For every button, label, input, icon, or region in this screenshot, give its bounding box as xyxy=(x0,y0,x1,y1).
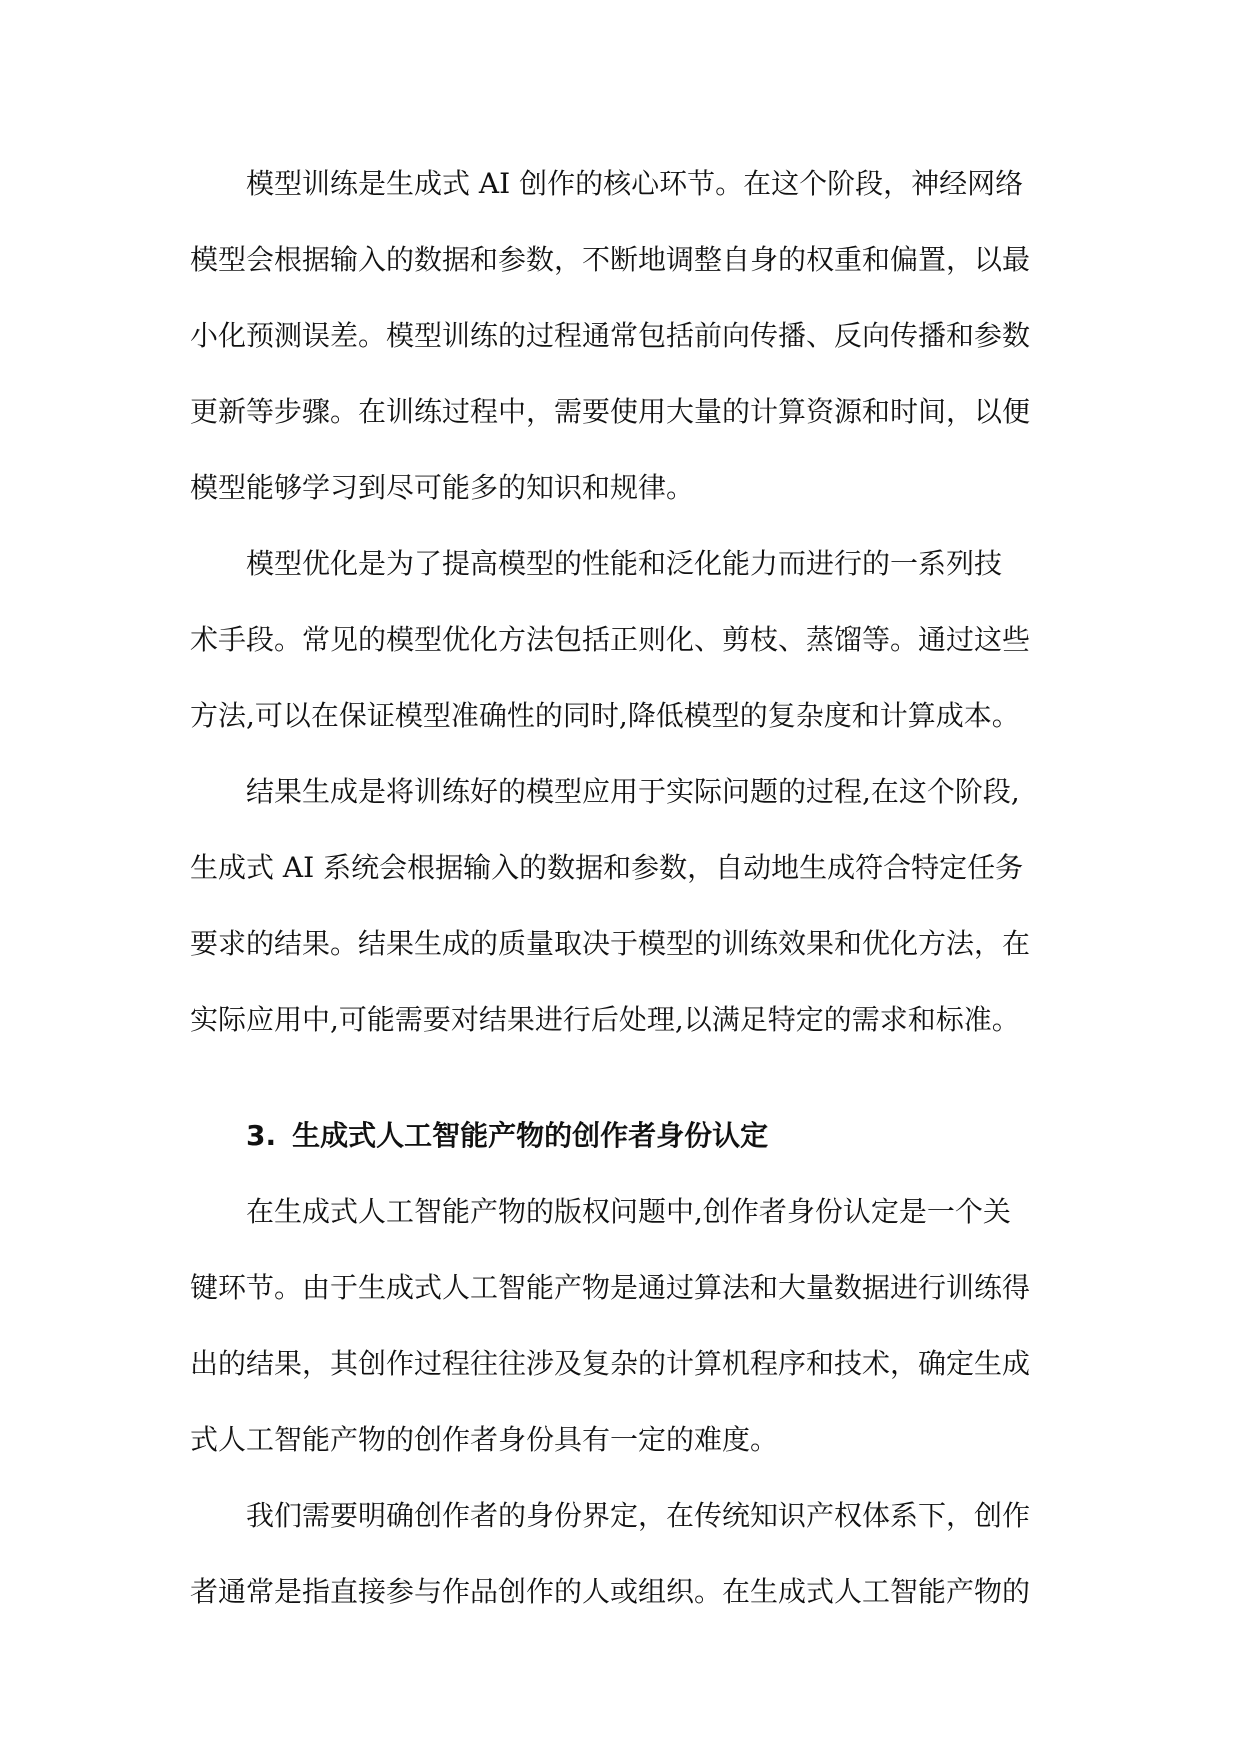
text-column xyxy=(190,146,1054,1630)
paragraph-line: 结果生成是将训练好的模型应用于实际问题的过程,在这个阶段, xyxy=(246,775,1020,808)
paragraph-line: 模型训练是生成式 AI 创作的核心环节。在这个阶段，神经网络 xyxy=(246,167,1024,200)
paragraph-line: 模型会根据输入的数据和参数，不断地调整自身的权重和偏置，以最 xyxy=(190,243,1031,276)
paragraph-line: 键环节。由于生成式人工智能产物是通过算法和大量数据进行训练得 xyxy=(190,1271,1031,1304)
paragraph-line: 方法,可以在保证模型准确性的同时,降低模型的复杂度和计算成本。 xyxy=(190,699,1020,732)
paragraph-line: 式人工智能产物的创作者身份具有一定的难度。 xyxy=(190,1423,779,1456)
paragraph-line: 我们需要明确创作者的身份界定，在传统知识产权体系下，创作 xyxy=(246,1499,1031,1532)
paragraph-line: 要求的结果。结果生成的质量取决于模型的训练效果和优化方法，在 xyxy=(190,927,1031,960)
paragraph-author-identity xyxy=(190,1174,1054,1478)
section-number: 3. xyxy=(246,1119,277,1152)
paragraph-line: 出的结果，其创作过程往往涉及复杂的计算机程序和技术，确定生成 xyxy=(190,1347,1031,1380)
paragraph-line: 在生成式人工智能产物的版权问题中,创作者身份认定是一个关 xyxy=(246,1195,1011,1228)
paragraph-model-optimization xyxy=(190,526,1054,754)
section-heading xyxy=(190,1098,1054,1174)
section-title: 生成式人工智能产物的创作者身份认定 xyxy=(292,1119,769,1152)
paragraph-line: 者通常是指直接参与作品创作的人或组织。在生成式人工智能产物的 xyxy=(190,1575,1031,1608)
paragraph-line: 小化预测误差。模型训练的过程通常包括前向传播、反向传播和参数 xyxy=(190,319,1031,352)
paragraph-line: 模型优化是为了提高模型的性能和泛化能力而进行的一系列技 xyxy=(246,547,1003,580)
paragraph-line: 术手段。常见的模型优化方法包括正则化、剪枝、蒸馏等。通过这些 xyxy=(190,623,1031,656)
paragraph-line: 实际应用中,可能需要对结果进行后处理,以满足特定的需求和标准。 xyxy=(190,1003,1020,1036)
paragraph-author-definition xyxy=(190,1478,1054,1630)
paragraph-line: 生成式 AI 系统会根据输入的数据和参数，自动地生成符合特定任务 xyxy=(190,851,1024,884)
paragraph-result-generation xyxy=(190,754,1054,1058)
paragraph-model-training xyxy=(190,146,1054,526)
paragraph-line: 更新等步骤。在训练过程中，需要使用大量的计算资源和时间，以便 xyxy=(190,395,1031,428)
paragraph-line: 模型能够学习到尽可能多的知识和规律。 xyxy=(190,471,695,504)
